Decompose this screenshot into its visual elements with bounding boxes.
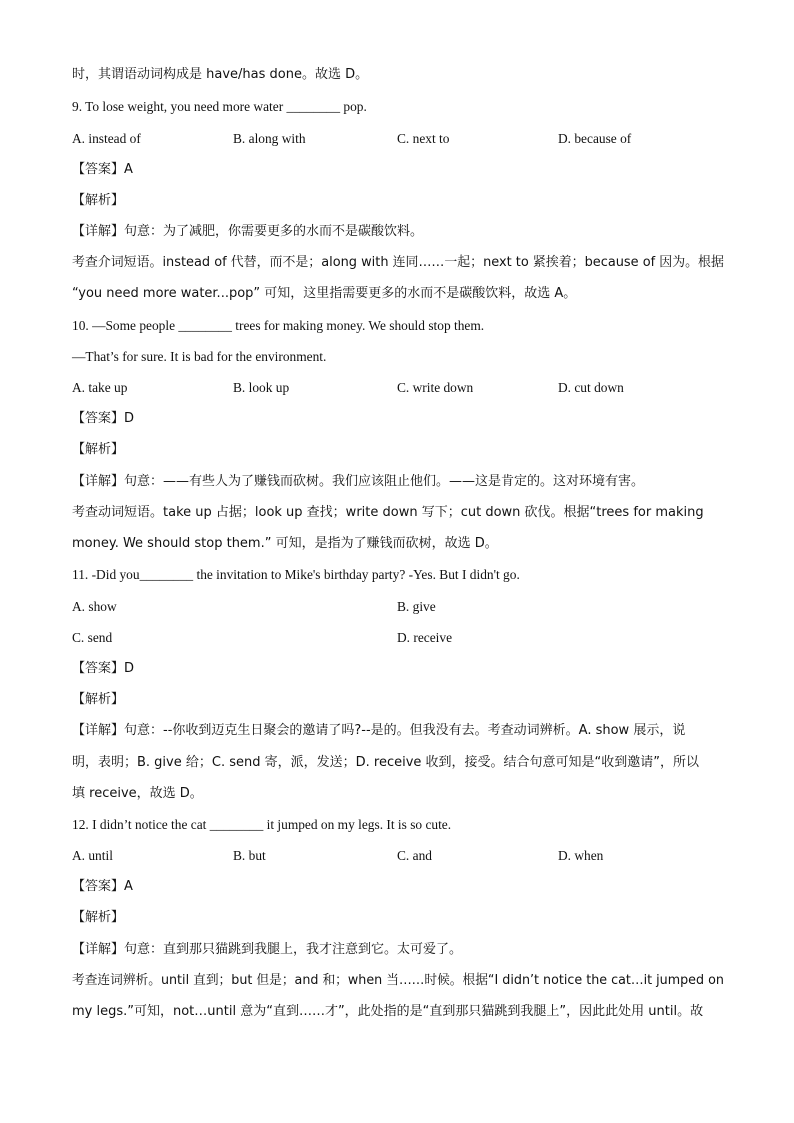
- q9-answer: 【答案】A: [72, 162, 133, 177]
- q11-option-a: A. show: [72, 599, 117, 614]
- q11-detail-1: 【详解】句意：--你收到迈克生日聚会的邀请了吗?--是的。但我没有去。考查动词辨析。A. show 展示，说: [72, 723, 686, 738]
- q10-option-b: B. look up: [233, 380, 290, 395]
- q10-detail-3: money. We should stop them.” 可知，是指为了赚钱而砍树，故选 D。: [72, 536, 498, 551]
- q12-detail-1: 【详解】句意：直到那只猫跳到我腿上，我才注意到它。太可爱了。: [72, 942, 463, 957]
- question-9: 9. To lose weight, you need more water ________ pop.: [72, 99, 367, 114]
- q10-option-c: C. write down: [397, 380, 474, 395]
- q12-option-b: B. but: [233, 848, 266, 863]
- question-12: 12. I didn’t notice the cat ________ it jumped on my legs. It is so cute.: [72, 817, 452, 832]
- q10-analysis-label: 【解析】: [72, 442, 125, 457]
- text-line: 时，其谓语动词构成是 have/has done。故选 D。: [72, 67, 369, 82]
- q10-answer: 【答案】D: [72, 411, 135, 426]
- q12-analysis-label: 【解析】: [72, 910, 125, 925]
- q11-analysis-label: 【解析】: [72, 692, 125, 707]
- q12-answer: 【答案】A: [72, 879, 133, 894]
- q10-detail-1: 【详解】句意：——有些人为了赚钱而砍树。我们应该阻止他们。——这是肯定的。这对环境有害。: [72, 474, 645, 489]
- q9-detail-3: “you need more water...pop” 可知，这里指需要更多的水而不是碳酸饮料，故选 A。: [72, 286, 577, 301]
- q12-option-c: C. and: [397, 848, 432, 863]
- q12-option-a: A. until: [72, 848, 113, 863]
- q9-analysis-label: 【解析】: [72, 193, 125, 208]
- q10-option-a: A. take up: [72, 380, 128, 395]
- q11-detail-2: 明，表明；B. give 给；C. send 寄，派，发送；D. receive 收到，接受。结合句意可知是“收到邀请”，所以: [72, 755, 699, 770]
- question-11: 11. -Did you________ the invitation to Mike's birthday party? -Yes. But I didn't go.: [72, 567, 520, 582]
- q11-option-b: B. give: [397, 599, 436, 614]
- q9-option-a: A. instead of: [72, 131, 141, 146]
- question-10-reply: —That’s for sure. It is bad for the environment.: [72, 349, 327, 364]
- q9-option-b: B. along with: [233, 131, 306, 146]
- q11-option-c: C. send: [72, 630, 113, 645]
- question-10: 10. —Some people ________ trees for making money. We should stop them.: [72, 318, 485, 333]
- q9-detail-2: 考查介词短语。instead of 代替，而不是；along with 连同……一起；next to 紧挨着；because of 因为。根据: [72, 255, 724, 270]
- q11-answer: 【答案】D: [72, 661, 135, 676]
- q10-option-d: D. cut down: [558, 380, 624, 395]
- q10-detail-2: 考查动词短语。take up 占据；look up 查找；write down 写下；cut down 砍伐。根据“trees for making: [72, 505, 704, 520]
- q12-detail-3: my legs.”可知，not…until 意为“直到……才”，此处指的是“直到那只猫跳到我腿上”，因此此处用 until。故: [72, 1004, 704, 1019]
- q9-detail-1: 【详解】句意：为了减肥，你需要更多的水而不是碳酸饮料。: [72, 224, 424, 239]
- q9-option-c: C. next to: [397, 131, 450, 146]
- q12-detail-2: 考查连词辨析。until 直到；but 但是；and 和；when 当……时候。根据“I didn’t notice the cat…it jumped on: [72, 973, 724, 988]
- q9-option-d: D. because of: [558, 131, 632, 146]
- q12-option-d: D. when: [558, 848, 604, 863]
- q11-detail-3: 填 receive，故选 D。: [72, 786, 203, 801]
- q11-option-d: D. receive: [397, 630, 453, 645]
